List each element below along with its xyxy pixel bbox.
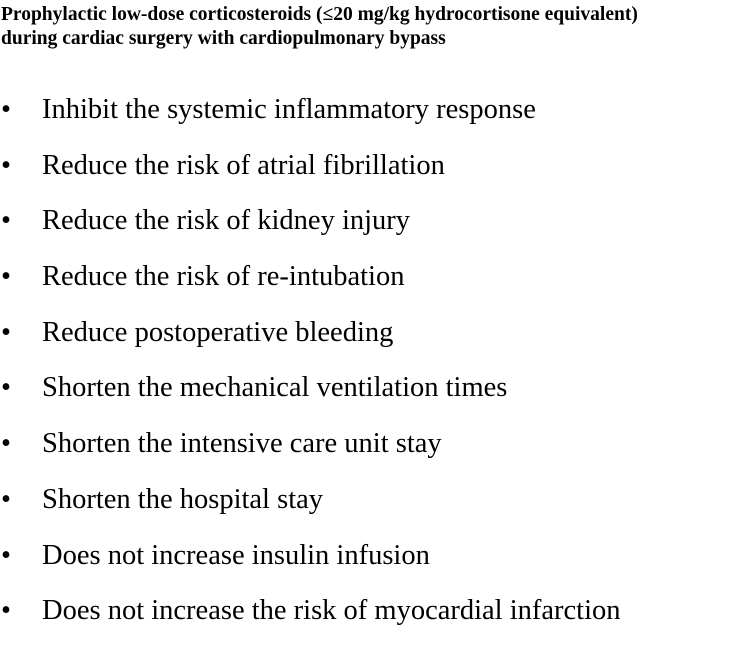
list-item-text: Shorten the hospital stay	[42, 483, 324, 515]
bullet-icon: •	[1, 149, 11, 181]
list-item-text: Shorten the intensive care unit stay	[42, 428, 442, 460]
list-item-text: Reduce the risk of kidney injury	[42, 205, 411, 237]
bullet-icon: •	[1, 261, 11, 293]
bullet-icon: •	[1, 428, 11, 460]
page-title	[1, 3, 753, 51]
list-item-text: Does not increase insulin infusion	[42, 539, 430, 571]
bullet-icon: •	[1, 483, 11, 515]
list-item-text: Shorten the mechanical ventilation times	[42, 372, 508, 404]
bullet-icon: •	[1, 539, 11, 571]
bullet-icon: •	[1, 94, 11, 125]
bullet-icon: •	[1, 316, 11, 348]
list-item-text: Reduce the risk of re-intubation	[42, 261, 405, 293]
list-item-text: Reduce postoperative bleeding	[42, 316, 394, 348]
list-item-text: Inhibit the systemic inflammatory response	[42, 94, 536, 125]
title-line-1: Prophylactic low-dose corticosteroids (≤20 mg/kg hydrocortisone equivalent)	[1, 4, 638, 25]
title-line-2: during cardiac surgery with cardiopulmonary bypass	[1, 28, 446, 49]
list-item-text: Does not increase the risk of myocardial infarction	[42, 595, 621, 627]
bullet-icon: •	[1, 372, 11, 404]
bullet-icon: •	[1, 595, 11, 627]
list-item-text: Reduce the risk of atrial fibrillation	[42, 149, 445, 181]
bullet-icon: •	[1, 205, 11, 237]
